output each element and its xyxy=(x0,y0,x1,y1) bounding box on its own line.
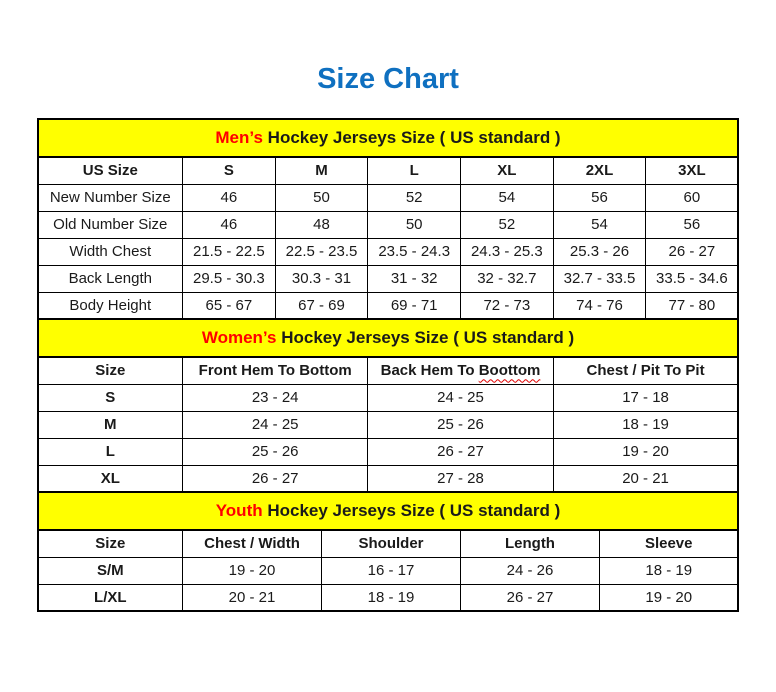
womens-title-rest: Hockey Jerseys Size ( US standard ) xyxy=(281,328,575,347)
mens-cell: 72 - 73 xyxy=(461,292,554,319)
mens-cell: 21.5 - 22.5 xyxy=(183,238,276,265)
mens-row-label: Back Length xyxy=(38,265,183,292)
womens-row-label: M xyxy=(38,411,183,438)
mens-cell: 25.3 - 26 xyxy=(553,238,646,265)
mens-title-rest: Hockey Jerseys Size ( US standard ) xyxy=(267,128,561,147)
mens-title-band xyxy=(38,119,739,157)
table-row xyxy=(38,557,739,584)
mens-cell: 32 - 32.7 xyxy=(461,265,554,292)
table-row xyxy=(38,292,739,319)
mens-col-header-l: L xyxy=(368,157,461,184)
back-hem-misspelled-word: Boottom xyxy=(478,362,541,380)
youth-col-header-length: Length xyxy=(461,530,600,557)
youth-header-row xyxy=(38,530,739,557)
youth-cell: 24 - 26 xyxy=(461,557,600,584)
womens-cell: 25 - 26 xyxy=(368,411,553,438)
youth-cell: 19 - 20 xyxy=(183,557,322,584)
mens-cell: 22.5 - 23.5 xyxy=(275,238,368,265)
mens-cell: 29.5 - 30.3 xyxy=(183,265,276,292)
youth-title-rest: Hockey Jerseys Size ( US standard ) xyxy=(267,501,561,520)
mens-cell: 32.7 - 33.5 xyxy=(553,265,646,292)
womens-cell: 23 - 24 xyxy=(183,384,368,411)
mens-col-header-3xl: 3XL xyxy=(646,157,739,184)
table-row xyxy=(38,384,739,411)
table-row xyxy=(38,238,739,265)
womens-cell: 24 - 25 xyxy=(368,384,553,411)
mens-cell: 65 - 67 xyxy=(183,292,276,319)
youth-cell: 16 - 17 xyxy=(322,557,461,584)
womens-col-header-chest: Chest / Pit To Pit xyxy=(553,357,738,384)
mens-cell: 54 xyxy=(553,211,646,238)
page-title: Size Chart xyxy=(317,63,459,95)
table-row xyxy=(38,438,739,465)
mens-cell: 74 - 76 xyxy=(553,292,646,319)
womens-col-header-front-hem: Front Hem To Bottom xyxy=(183,357,368,384)
youth-cell: 20 - 21 xyxy=(183,584,322,611)
youth-col-header-sleeve: Sleeve xyxy=(599,530,738,557)
womens-header-row xyxy=(38,357,739,384)
youth-cell: 18 - 19 xyxy=(599,557,738,584)
mens-col-header-m: M xyxy=(275,157,368,184)
mens-cell: 33.5 - 34.6 xyxy=(646,265,739,292)
mens-cell: 52 xyxy=(461,211,554,238)
mens-cell: 24.3 - 25.3 xyxy=(461,238,554,265)
size-chart-table xyxy=(37,118,740,612)
mens-cell: 46 xyxy=(183,211,276,238)
mens-col-header-2xl: 2XL xyxy=(553,157,646,184)
mens-cell: 50 xyxy=(275,184,368,211)
youth-title-accent: Youth xyxy=(215,501,263,520)
mens-col-header-xl: XL xyxy=(461,157,554,184)
womens-title-accent: Women’s xyxy=(201,328,277,347)
youth-col-header-size: Size xyxy=(38,530,183,557)
table-row xyxy=(38,584,739,611)
womens-cell: 27 - 28 xyxy=(368,465,553,492)
womens-title xyxy=(38,319,739,357)
table-row xyxy=(38,184,739,211)
womens-cell: 25 - 26 xyxy=(183,438,368,465)
womens-col-header-back-hem xyxy=(368,357,553,384)
womens-cell: 20 - 21 xyxy=(553,465,738,492)
mens-cell: 30.3 - 31 xyxy=(275,265,368,292)
womens-cell: 18 - 19 xyxy=(553,411,738,438)
mens-col-header-s: S xyxy=(183,157,276,184)
mens-col-header-us-size: US Size xyxy=(38,157,183,184)
mens-row-label: Body Height xyxy=(38,292,183,319)
youth-cell: 26 - 27 xyxy=(461,584,600,611)
mens-header-row xyxy=(38,157,739,184)
mens-cell: 54 xyxy=(461,184,554,211)
mens-cell: 26 - 27 xyxy=(646,238,739,265)
mens-cell: 69 - 71 xyxy=(368,292,461,319)
womens-row-label: S xyxy=(38,384,183,411)
mens-cell: 31 - 32 xyxy=(368,265,461,292)
back-hem-label: Back Hem To xyxy=(380,362,475,380)
womens-cell: 17 - 18 xyxy=(553,384,738,411)
youth-row-label: L/XL xyxy=(38,584,183,611)
mens-cell: 52 xyxy=(368,184,461,211)
womens-row-label: L xyxy=(38,438,183,465)
womens-cell: 19 - 20 xyxy=(553,438,738,465)
table-row xyxy=(38,465,739,492)
mens-row-label: New Number Size xyxy=(38,184,183,211)
mens-cell: 50 xyxy=(368,211,461,238)
womens-cell: 26 - 27 xyxy=(183,465,368,492)
youth-cell: 19 - 20 xyxy=(599,584,738,611)
womens-cell: 24 - 25 xyxy=(183,411,368,438)
youth-row-label: S/M xyxy=(38,557,183,584)
mens-cell: 23.5 - 24.3 xyxy=(368,238,461,265)
youth-section xyxy=(38,492,739,611)
mens-row-label: Old Number Size xyxy=(38,211,183,238)
womens-col-header-size: Size xyxy=(38,357,183,384)
table-row xyxy=(38,265,739,292)
youth-cell: 18 - 19 xyxy=(322,584,461,611)
mens-cell: 60 xyxy=(646,184,739,211)
womens-row-label: XL xyxy=(38,465,183,492)
youth-col-header-shoulder: Shoulder xyxy=(322,530,461,557)
mens-cell: 48 xyxy=(275,211,368,238)
womens-title-band xyxy=(38,319,739,357)
mens-title xyxy=(38,119,739,157)
mens-cell: 56 xyxy=(553,184,646,211)
table-row xyxy=(38,211,739,238)
mens-cell: 67 - 69 xyxy=(275,292,368,319)
table-row xyxy=(38,411,739,438)
youth-title xyxy=(38,492,739,530)
mens-row-label: Width Chest xyxy=(38,238,183,265)
mens-cell: 46 xyxy=(183,184,276,211)
mens-cell: 56 xyxy=(646,211,739,238)
youth-col-header-chest-width: Chest / Width xyxy=(183,530,322,557)
womens-section xyxy=(38,319,739,492)
womens-cell: 26 - 27 xyxy=(368,438,553,465)
mens-title-accent: Men’s xyxy=(215,128,263,147)
youth-title-band xyxy=(38,492,739,530)
mens-section xyxy=(38,119,739,319)
mens-cell: 77 - 80 xyxy=(646,292,739,319)
